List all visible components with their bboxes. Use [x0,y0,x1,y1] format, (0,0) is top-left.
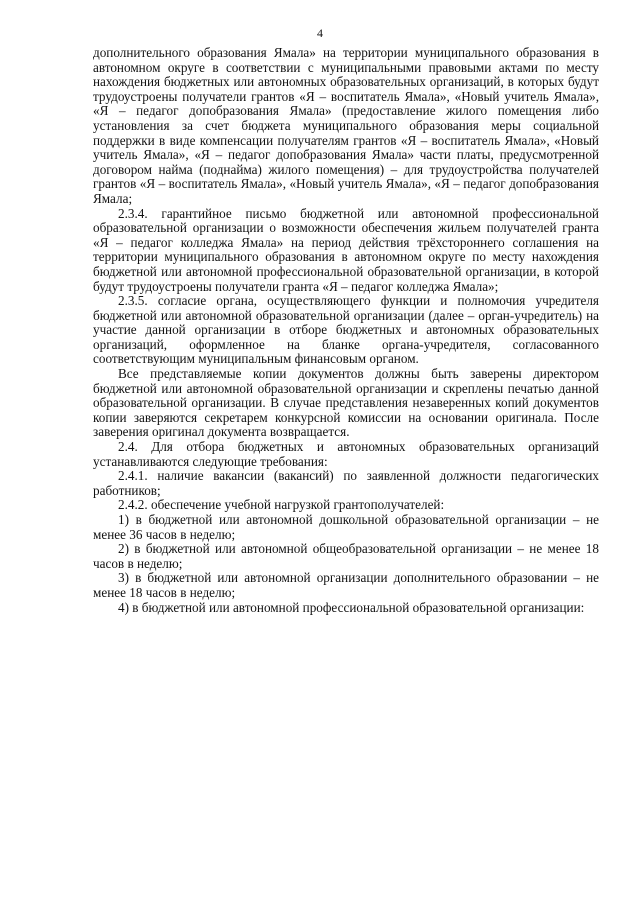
paragraph-certification: Все представляемые копии документов должны быть заверены директором бюджетной или автономной образовательной организации и скреплены печатью данной образовательной организации. В случае представления незаверенных копий документов копии заверяются секретарем конкурсной комиссии на основании оригинала. После заверения оригинал документа возвращается. [93,366,599,440]
paragraph-2-4: 2.4. Для отбора бюджетных и автономных образовательных организаций устанавливаются следующие требования: [93,439,599,469]
paragraph-2-4-2: 2.4.2. обеспечение учебной нагрузкой грантополучателей: [118,497,445,513]
paragraph-2-3-5: 2.3.5. согласие органа, осуществляющего функции и полномочия учредителя бюджетной или автономной образовательной организации (далее – орган-учредитель) на участие данной организации в отборе бюджетных и автономных образовательных организаций, оформленное на бланке органа-учредителя, согласованного соответствующим муниципальным финансовым органом. [93,293,599,367]
paragraph-2-3-4: 2.3.4. гарантийное письмо бюджетной или автономной профессиональной образовательной организации о возможности обеспечения жильем получателей гранта «Я – педагог колледжа Ямала» на период действия трёхстороннего соглашения на территории муниципального образования в автономном округе по месту нахождения бюджетной или автономной профессиональной образовательной организации, в которой будут трудоустроены получатели гранта «Я – педагог колледжа Ямала»; [93,205,599,294]
paragraph-2-4-1: 2.4.1. наличие вакансии (вакансий) по заявленной должности педагогических работников; [93,468,599,498]
list-item-1: 1) в бюджетной или автономной дошкольной образовательной организации – не менее 36 часов в неделю; [93,512,599,542]
list-item-2: 2) в бюджетной или автономной общеобразовательной организации – не менее 18 часов в неделю; [93,541,599,571]
list-item-3: 3) в бюджетной или автономной организации дополнительного образовании – не менее 18 часов в неделю; [93,570,599,600]
paragraph-continuation: дополнительного образования Ямала» на территории муниципального образования в автономном округе в соответствии с муниципальными правовыми актами по месту нахождения бюджетных или автономных образовательных организаций, в которых будут трудоустроены получатели грантов «Я – воспитатель Ямала», «Новый учитель Ямала», «Я – педагог допобразования Ямала» (предоставление жилого помещения либо установления за счет бюджета муниципального образования меры социальной поддержки в виде компенсации получателям грантов «Я – воспитатель Ямала», «Новый учитель Ямала», «Я – педагог допобразования Ямала» части платы, предусмотренной договором найма (поднайма) жилого помещения) – для трудоустройства получателей грантов «Я – воспитатель Ямала», «Новый учитель Ямала», «Я – педагог допобразования Ямала; [93,45,599,206]
list-item-4: 4) в бюджетной или автономной профессиональной образовательной организации: [118,599,585,615]
document-body [93,46,599,615]
page-number: 4 [317,26,323,40]
